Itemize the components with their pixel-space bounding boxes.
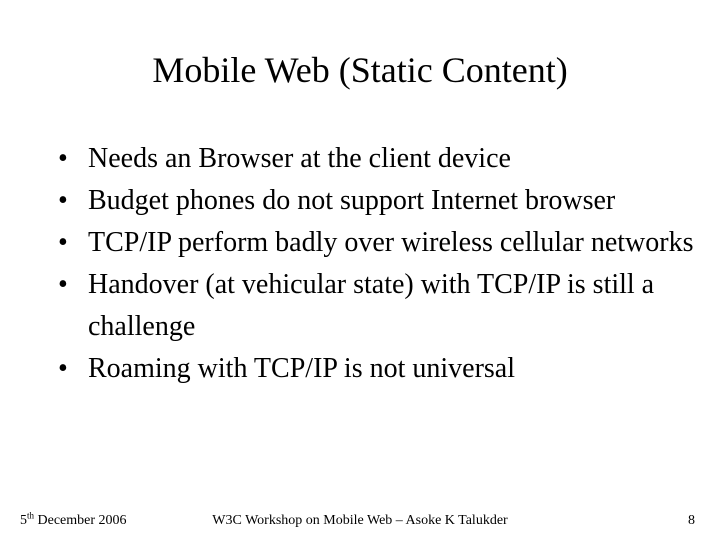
bullet-list [58,138,698,390]
bullet-text: Budget phones do not support Internet browser [88,185,616,216]
bullet-text: Needs an Browser at the client device [88,143,511,174]
bullet-text: Handover (at vehicular state) with TCP/IP is still a challenge [88,269,655,342]
bullet-icon: • [58,227,68,258]
bullet-text: Roaming with TCP/IP is not universal [88,353,516,384]
bullet-item [58,222,698,264]
bullet-icon: • [58,353,68,384]
bullet-item [58,138,698,180]
footer-date-day: 5 [20,513,27,528]
bullet-icon: • [58,269,68,300]
bullet-icon: • [58,143,68,174]
bullet-text: TCP/IP perform badly over wireless cellular networks [88,227,694,258]
bullet-item [58,264,698,348]
footer-title: W3C Workshop on Mobile Web – Asoke K Talukder [212,513,508,528]
page-number: 8 [688,513,695,528]
bullet-icon: • [58,185,68,216]
bullet-item [58,180,698,222]
bullet-item [58,348,698,390]
slide-title: Mobile Web (Static Content) [152,50,568,90]
footer-date-suffix: th [27,510,35,521]
footer-date-rest: December 2006 [34,513,127,528]
